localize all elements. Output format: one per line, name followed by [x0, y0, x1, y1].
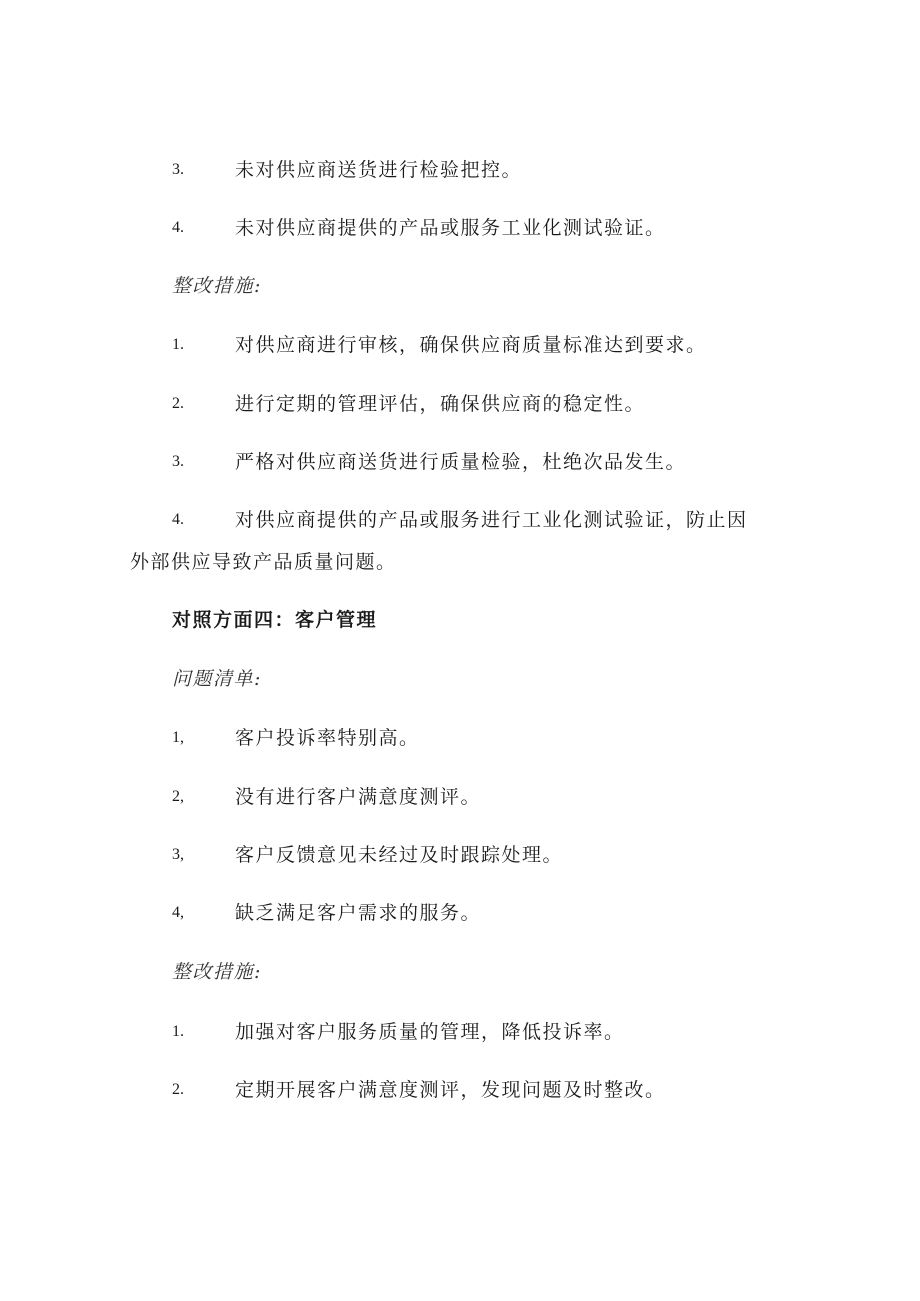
item-text: 未对供应商送货进行检验把控。 [235, 159, 523, 181]
item-number: 2, [172, 788, 184, 805]
item-text: 没有进行客户满意度测评。 [235, 786, 482, 808]
item-text: 缺乏满足客户需求的服务。 [235, 902, 482, 924]
item-text-continuation: 外部供应导致产品质量问题。 [130, 551, 397, 573]
item-number: 4. [172, 511, 184, 528]
item-text: 客户反馈意见未经过及时跟踪处理。 [235, 844, 564, 866]
problems-heading: 问题清单: [172, 668, 262, 690]
item-text: 对供应商提供的产品或服务进行工业化测试验证，防止因 [235, 509, 748, 531]
item-text: 定期开展客户满意度测评，发现问题及时整改。 [235, 1079, 666, 1101]
item-text: 对供应商进行审核，确保供应商质量标准达到要求。 [235, 334, 707, 356]
measures-heading: 整改措施: [172, 275, 262, 297]
item-text: 未对供应商提供的产品或服务工业化测试验证。 [235, 217, 666, 239]
item-number: 1. [172, 336, 184, 353]
item-number: 1, [172, 729, 184, 746]
item-number: 3. [172, 161, 184, 178]
measures-heading: 整改措施: [172, 961, 262, 983]
item-number: 1. [172, 1023, 184, 1040]
item-number: 4. [172, 219, 184, 236]
item-number: 4, [172, 904, 184, 921]
item-text: 严格对供应商送货进行质量检验，杜绝次品发生。 [235, 451, 687, 473]
section-title: 对照方面四：客户管理 [172, 609, 378, 631]
item-text: 加强对客户服务质量的管理，降低投诉率。 [235, 1021, 625, 1043]
item-text: 进行定期的管理评估，确保供应商的稳定性。 [235, 393, 646, 415]
item-text: 客户投诉率特别高。 [235, 727, 420, 749]
item-number: 3. [172, 453, 184, 470]
item-number: 2. [172, 1081, 184, 1098]
item-number: 3, [172, 846, 184, 863]
item-number: 2. [172, 395, 184, 412]
